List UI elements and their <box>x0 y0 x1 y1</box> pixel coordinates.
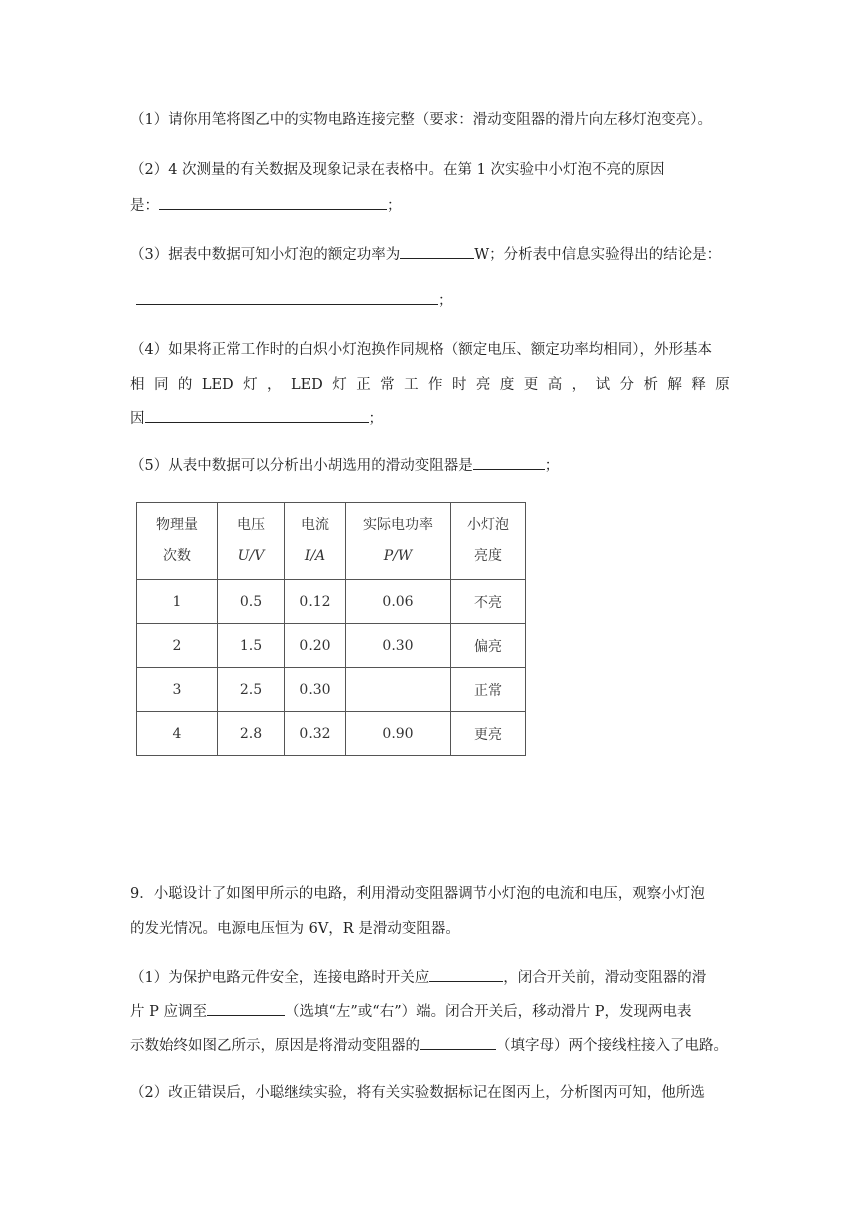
table-cell: 0.30 <box>346 624 451 668</box>
q4-line2-word: 更 <box>523 377 539 393</box>
q9-line1: 9．小聪设计了如图甲所示的电路，利用滑动变阻器调节小灯泡的电流和电压，观察小灯泡 <box>130 886 705 902</box>
table-cell: 0.12 <box>285 580 346 624</box>
q4-line2-word: 相 <box>130 377 145 393</box>
q2-answer-blank[interactable] <box>159 195 387 210</box>
q4-line2-word: 灯 <box>332 377 347 393</box>
q4-line2-word: 正 <box>356 377 371 393</box>
q4-line1: （4）如果将正常工作时的白炽小灯泡换作同规格（额定电压、额定功率均相同），外形基本 <box>130 342 712 358</box>
q4-line2-word: 分 <box>619 377 634 393</box>
table-cell: 0.5 <box>218 580 285 624</box>
q5-line <box>130 455 559 476</box>
table-cell: 0.20 <box>285 624 346 668</box>
q4-line2-word: 高 <box>547 377 563 393</box>
q4-line2-word: 同 <box>153 377 169 393</box>
data-table <box>136 502 526 756</box>
table-row <box>137 624 526 668</box>
table-cell: 更亮 <box>451 712 526 756</box>
table-row <box>137 580 526 624</box>
table-cell: 2 <box>137 624 218 668</box>
q2-line2 <box>130 195 402 216</box>
table-header-row <box>137 503 526 580</box>
q4-line2-word: 原 <box>715 377 730 393</box>
q9-line2: 的发光情况。电源电压恒为 6V，R 是滑动变阻器。 <box>130 921 460 937</box>
q2-line1: （2）4 次测量的有关数据及现象记录在表格中。在第 1 次实验中小灯泡不亮的原因 <box>130 162 665 178</box>
table-cell: 0.30 <box>285 668 346 712</box>
q9-switch-blank[interactable] <box>429 967 503 982</box>
q3-line1-suffix: W；分析表中信息实验得出的结论是： <box>474 247 722 263</box>
q9-p1-line3 <box>130 1035 728 1056</box>
q4-line2-word: 作 <box>428 377 443 393</box>
q4-line2 <box>130 375 730 395</box>
q5-prefix: （5）从表中数据可以分析出小胡选用的滑动变阻器是 <box>130 458 473 474</box>
q4-line2-word: 解 <box>667 377 682 393</box>
header-cell: 电流 I/A <box>285 503 346 580</box>
table-cell-empty <box>346 668 451 712</box>
q5-suffix: ； <box>544 458 560 474</box>
q4-line2-word: 亮 <box>475 377 491 393</box>
table-cell: 1 <box>137 580 218 624</box>
header-cell: 小灯泡 亮度 <box>451 503 526 580</box>
q4-line3-prefix: 因 <box>130 411 145 427</box>
table-row <box>137 668 526 712</box>
q4-line2-word: ， <box>571 377 587 393</box>
q3-line2 <box>136 290 453 311</box>
q4-line2-word: 常 <box>380 377 395 393</box>
q9-p1-line1-suffix: ，闭合开关前，滑动变阻器的滑 <box>503 970 707 986</box>
q9-p2-line1: （2）改正错误后，小聪继续实验，将有关实验数据标记在图丙上，分析图丙可知，他所选 <box>130 1085 705 1101</box>
q3-conclusion-blank[interactable] <box>136 290 438 305</box>
header-cell: 电压 U/V <box>218 503 285 580</box>
q2-line2-suffix: ； <box>387 198 402 214</box>
header-cell: 物理量 次数 <box>137 503 218 580</box>
q9-slider-blank[interactable] <box>207 1001 285 1016</box>
table-cell: 0.32 <box>285 712 346 756</box>
table-row <box>137 712 526 756</box>
q4-line2-word: 度 <box>499 377 515 393</box>
table-cell: 3 <box>137 668 218 712</box>
q9-p1-line3-suffix: （填字母）两个接线柱接入了电路。 <box>496 1038 728 1054</box>
q4-line2-word: LED <box>290 377 323 393</box>
q4-line2-word: 工 <box>404 377 419 393</box>
q4-line3-suffix: ； <box>368 411 383 427</box>
table-cell: 偏亮 <box>451 624 526 668</box>
q1-text: （1）请你用笔将图乙中的实物电路连接完整（要求：滑动变阻器的滑片向左移灯泡变亮）。 <box>130 112 712 128</box>
q9-p1-line1-prefix: （1）为保护电路元件安全，连接电路时开关应 <box>130 970 430 986</box>
table-cell: 0.90 <box>346 712 451 756</box>
q4-line2-word: ， <box>267 377 282 393</box>
q5-rheostat-blank[interactable] <box>473 455 545 470</box>
q9-terminals-blank[interactable] <box>420 1035 496 1050</box>
q4-line2-word: LED <box>201 377 234 393</box>
q3-line1 <box>130 244 721 265</box>
q3-line1-prefix: （3）据表中数据可知小灯泡的额定功率为 <box>130 247 401 263</box>
q9-p1-line2-suffix: （选填“左”或“右”）端。闭合开关后，移动滑片 P，发现两电表 <box>284 1004 692 1020</box>
q4-reason-blank[interactable] <box>145 408 369 423</box>
q2-line2-prefix: 是： <box>130 198 159 214</box>
q9-p1-line2-prefix: 片 P 应调至 <box>130 1004 207 1020</box>
q4-line2-word: 灯 <box>243 377 258 393</box>
q9-p1-line2 <box>130 1001 692 1022</box>
table-cell: 正常 <box>451 668 526 712</box>
q9-p1-line1 <box>130 967 706 988</box>
table-cell: 1.5 <box>218 624 285 668</box>
q4-line2-word: 的 <box>177 377 193 393</box>
header-cell: 实际电功率 P/W <box>346 503 451 580</box>
table-cell: 不亮 <box>451 580 526 624</box>
q4-line3 <box>130 408 383 429</box>
q4-line2-word: 试 <box>595 377 611 393</box>
q4-line2-word: 时 <box>451 377 467 393</box>
q9-p1-line3-prefix: 示数始终如图乙所示，原因是将滑动变阻器的 <box>130 1038 420 1054</box>
table-cell: 2.8 <box>218 712 285 756</box>
table-cell: 2.5 <box>218 668 285 712</box>
table-cell: 0.06 <box>346 580 451 624</box>
q4-line2-word: 析 <box>643 377 658 393</box>
q4-line2-word: 释 <box>691 377 706 393</box>
q3-line2-suffix: ； <box>438 293 453 309</box>
q3-power-blank[interactable] <box>400 244 474 259</box>
table-cell: 4 <box>137 712 218 756</box>
